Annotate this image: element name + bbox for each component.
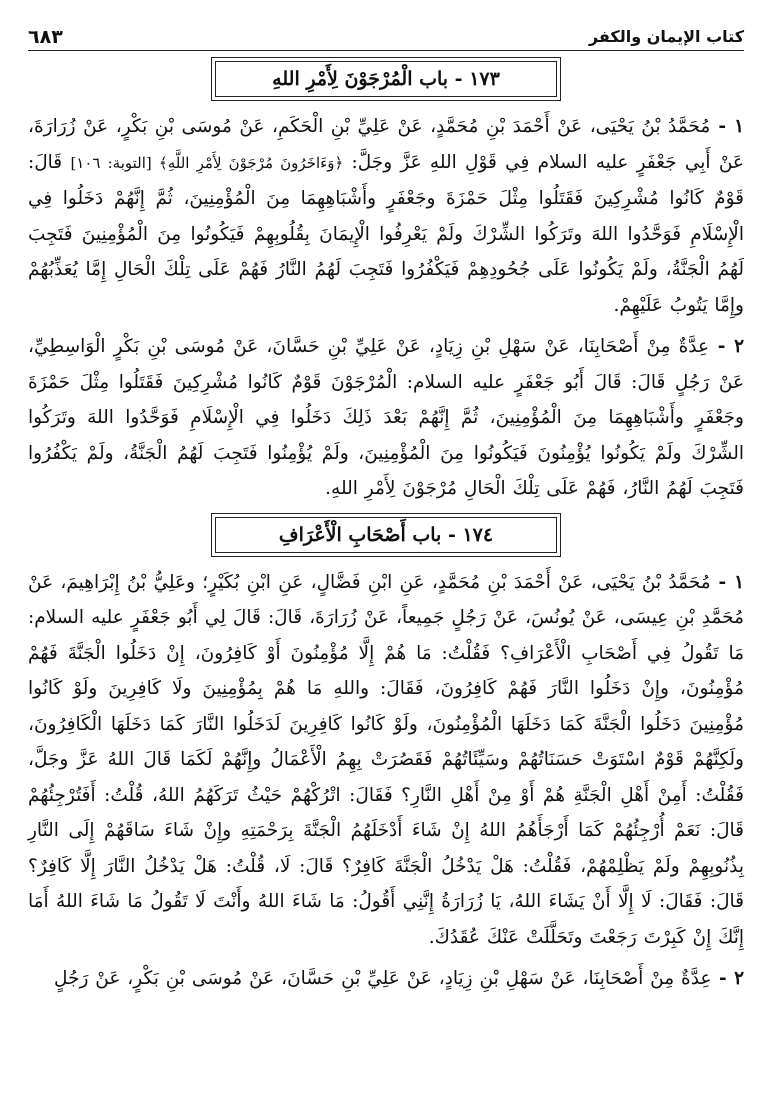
hadith-number: ١ - [710,571,745,593]
hadith-number: ١ - [710,116,744,137]
quran-citation: ﴿وَءَاخَرُونَ مُرْجَوْنَ لِأَمْرِ اللَّهِ﴾ [التوبة: ١٠٦] [70,153,344,172]
chapter-heading-174: ١٧٤ - باب أَصْحَابِ الْأَعْرَافِ [215,517,557,553]
hadith-number: ٢ - [709,336,744,357]
hadith-text: عِدَّةٌ مِنْ أَصْحَابِنَا، عَنْ سَهْلِ بْنِ زِيَادٍ، عَنْ عَلِيِّ بْنِ حَسَّانَ، عَنْ مُوسَى بْنِ بَكْرٍ، عَنْ رَجُلٍ [54,968,712,989]
chapter-heading-173: ١٧٣ - باب الْمُرْجَوْنَ لِأَمْرِ اللهِ [215,61,557,97]
hadith-number: ٢ - [711,968,744,989]
page-number: ٦٨٣ [28,26,63,48]
hadith-text: مُحَمَّدُ بْنُ يَحْيَى، عَنْ أَحْمَدَ بْنِ مُحَمَّدٍ، عَنِ ابْنِ فَضَّالٍ، عَنِ ابْنِ بُكَيْرٍ؛ وعَلِيُّ بْنُ إِبْرَاهِيمَ، عَنْ مُحَمَّدِ بْنِ عِيسَى، عَنْ يُونُسَ، عَنْ رَجُلٍ جَمِيعاً، عَنْ زُرَارَةَ، قَالَ: قَالَ لِي أَبُو جَعْفَرٍ عليه السلام: مَا تَقُولُ فِي أَصْحَابِ الْأَعْرَافِ؟ فَقُلْتُ: مَا هُمْ إِلَّا مُؤْمِنُونَ أَوْ كَافِرُونَ، إِنْ دَخَلُوا الْجَنَّةَ فَهُمْ مُؤْمِنُونَ، وإِنْ دَخَلُوا النَّارَ فَهُمْ كَافِرُونَ، فَقَالَ: واللهِ مَا هُمْ بِمُؤْمِنِينَ ولَا كَافِرِينَ ولَوْ كَانُوا مُؤْمِنِينَ دَخَلُوا الْجَنَّةَ كَمَا دَخَلَهَا الْمُؤْمِنُونَ، ولَوْ كَانُوا كَافِرِينَ لَدَخَلُوا النَّارَ كَمَا دَخَلَهَا الْكَافِرُونَ، ولَكِنَّهُمْ قَوْمٌ اسْتَوَتْ حَسَنَاتُهُمْ وسَيِّئَاتُهُمْ فَقَصُرَتْ بِهِمُ الْأَعْمَالُ وإِنَّهُمْ لَكَمَا قَالَ اللهُ عَزَّ وجَلَّ، فَقُلْتُ: أَمِنْ أَهْلِ الْجَنَّةِ هُمْ أَوْ مِنْ أَهْلِ النَّارِ؟ فَقَالَ: اتْرُكْهُمْ حَيْثُ تَرَكَهُمُ اللهُ، قُلْتُ: أَفَتُرْجِئُهُمْ قَالَ: نَعَمْ أُرْجِئُهُمْ كَمَا أَرْجَأَهُمُ اللهُ إِنْ شَاءَ أَدْخَلَهُمُ الْجَنَّةَ بِرَحْمَتِهِ وإِنْ شَاءَ سَاقَهُمْ إِلَى النَّارِ بِذُنُوبِهِمْ ولَمْ يَظْلِمْهُمْ، فَقُلْتُ: هَلْ يَدْخُلُ الْجَنَّةَ كَافِرٌ؟ قَالَ: لَا، قُلْتُ: هَلْ يَدْخُلُ النَّارَ إِلَّا كَافِرٌ؟ قَالَ: فَقَالَ: لَا إِلَّا أَنْ يَشَاءَ اللهُ، يَا زُرَارَةُ إِنَّنِي أَقُولُ: مَا شَاءَ اللهُ وأَنْتَ لَا تَقُولُ مَا شَاءَ اللهُ أَمَا إِنَّكَ إِنْ كَبِرْتَ رَجَعْتَ وتَحَلَّلَتْ عَنْكَ عُقَدُكَ. [28,571,744,948]
hadith-paragraph [28,961,744,997]
hadith-text: مُحَمَّدُ بْنُ يَحْيَى، عَنْ أَحْمَدَ بْنِ مُحَمَّدٍ، عَنْ عَلِيِّ بْنِ الْحَكَمِ، عَنْ مُوسَى بْنِ بَكْرٍ، عَنْ زُرَارَةَ، عَنْ أَبِي جَعْفَرٍ عليه السلام فِي قَوْلِ اللهِ عَزَّ وجَلَّ: [28,116,744,173]
hadith-text: عِدَّةٌ مِنْ أَصْحَابِنَا، عَنْ سَهْلِ بْنِ زِيَادٍ، عَنْ عَلِيِّ بْنِ حَسَّانَ، عَنْ مُوسَى بْنِ بَكْرٍ الْوَاسِطِيِّ، عَنْ رَجُلٍ قَالَ: قَالَ أَبُو جَعْفَرٍ عليه السلام: الْمُرْجَوْنَ قَوْمٌ كَانُوا مُشْرِكِينَ فَقَتَلُوا مِثْلَ حَمْزَةَ وجَعْفَرٍ وأَشْبَاهِهِمَا مِنَ الْمُؤْمِنِينَ، ثُمَّ إِنَّهُمْ بَعْدَ ذَلِكَ دَخَلُوا فِي الْإِسْلَامِ فَوَحَّدُوا اللهَ وتَرَكُوا الشِّرْكَ ولَمْ يَكُونُوا يُؤْمِنُونَ فَيَكُونُوا مِنَ الْمُؤْمِنِينَ، ولَمْ يُؤْمِنُوا فَتَجِبَ لَهُمُ الْجَنَّةُ، ولَمْ يَكْفُرُوا فَتَجِبَ لَهُمُ النَّارُ، فَهُمْ عَلَى تِلْكَ الْحَالِ مُرْجَوْنَ لِأَمْرِ اللهِ. [28,336,744,499]
hadith-paragraph [28,109,744,323]
book-title: كتاب الإيمان والكفر [588,27,744,46]
hadith-text-continued: قَالَ: قَوْمٌ كَانُوا مُشْرِكِينَ فَقَتَلُوا مِثْلَ حَمْزَةَ وجَعْفَرٍ وأَشْبَاهِهِمَا مِنَ الْمُؤْمِنِينَ، ثُمَّ إِنَّهُمْ دَخَلُوا فِي الْإِسْلَامِ فَوَحَّدُوا اللهَ وتَرَكُوا الشِّرْكَ ولَمْ يَعْرِفُوا الْإِيمَانَ بِقُلُوبِهِمْ فَيَكُونُوا مِنَ الْمُؤْمِنِينَ فَتَجِبَ لَهُمُ الْجَنَّةُ، ولَمْ يَكُونُوا عَلَى جُحُودِهِمْ فَيَكْفُرُوا فَتَجِبَ لَهُمُ النَّارُ فَهُمْ عَلَى تِلْكَ الْحَالِ إِمَّا يُعَذِّبُهُمْ وإِمَّا يَتُوبُ عَلَيْهِمْ. [28,151,744,316]
hadith-paragraph [28,329,744,507]
page-header [28,14,744,51]
hadith-paragraph [28,565,744,956]
